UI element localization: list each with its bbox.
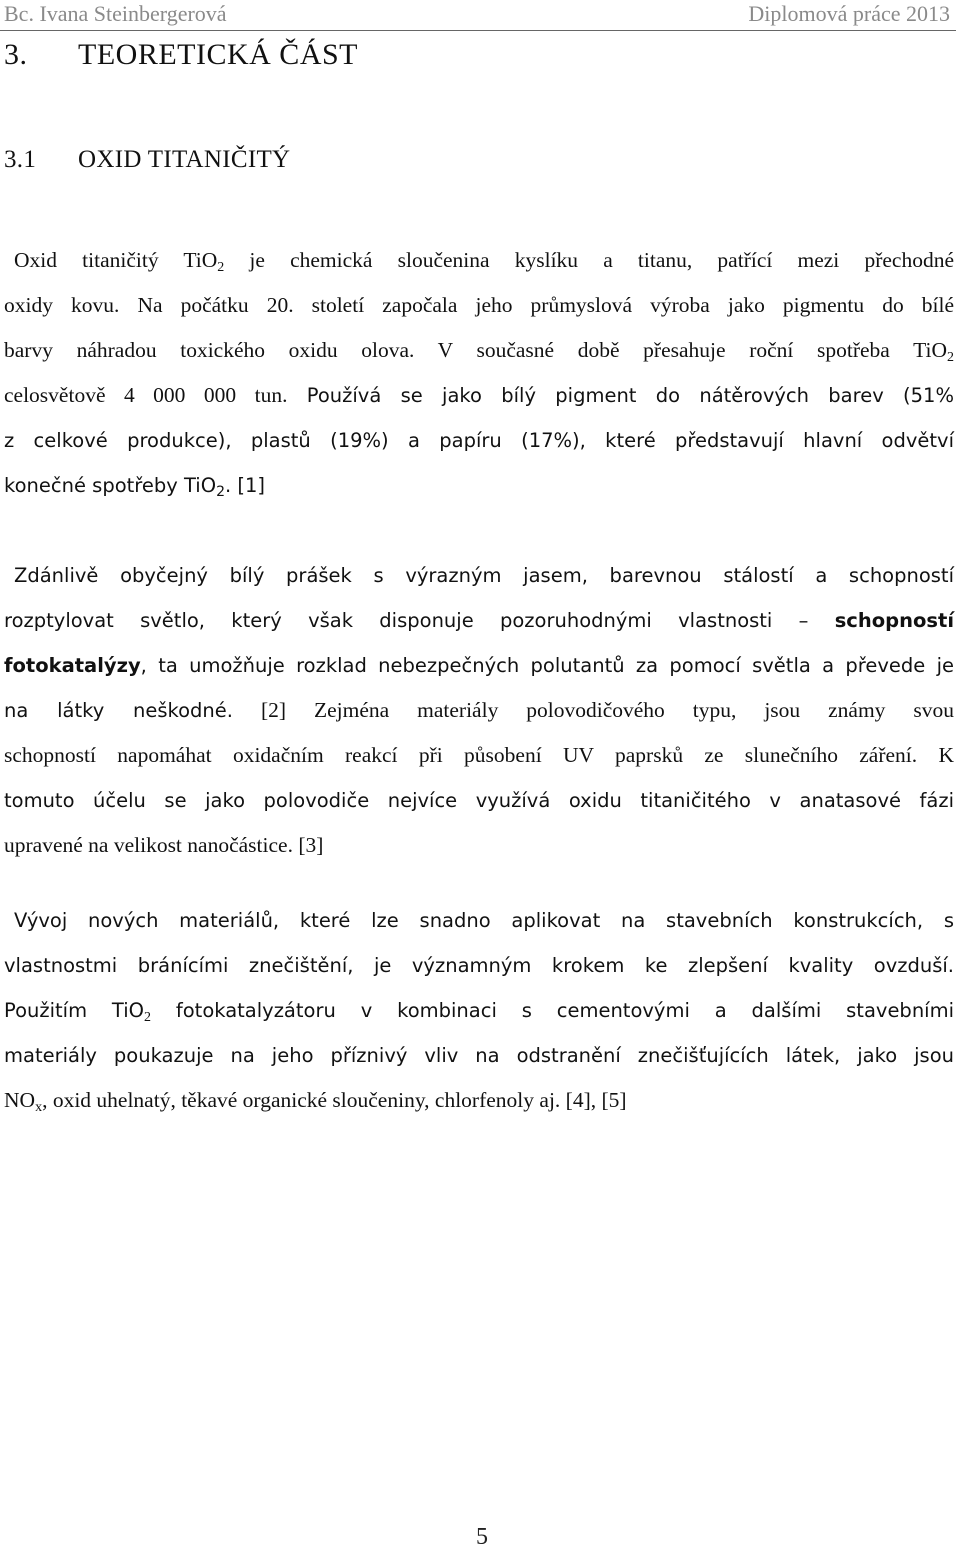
paragraph-2 bbox=[4, 553, 954, 868]
section-title: OXID TITANIČITÝ bbox=[78, 146, 291, 173]
paragraph-line: Použitím TiO$_2$ fotokatalyzátoru v kombinaci s cementovými a dalšími stavebními bbox=[4, 999, 955, 1025]
section-heading bbox=[4, 146, 290, 174]
paragraph-line: oxidy kovu. Na počátku 20. století započala jeho průmyslová výroba jako pigmentu do bílé bbox=[4, 293, 954, 317]
chapter-number: 3. bbox=[4, 38, 28, 71]
paragraph-line: na látky neškodné. [2] Zejména materiály polovodičového typu, jsou známy svou bbox=[4, 698, 954, 722]
paragraph-line: upravené na velikost nanočástice. [3] bbox=[4, 833, 324, 857]
paragraph-line: tomuto účelu se jako polovodiče nejvíce využívá oxidu titaničitého v anatasové fázi bbox=[4, 789, 954, 812]
paragraph-line: celosvětově 4 000 000 tun. Používá se jako bílý pigment do nátěrových barev (51% bbox=[4, 383, 954, 407]
page-number: 5 bbox=[476, 1524, 488, 1550]
paragraph-line: $NO_x$, oxid uhelnatý, těkavé organické sloučeniny, chlorfenoly aj. [4], [5] bbox=[4, 1088, 627, 1115]
section-number: 3.1 bbox=[4, 146, 37, 173]
paragraph-line: konečné spotřeby TiO$_2$. [1] bbox=[4, 474, 266, 500]
page-header bbox=[0, 0, 956, 31]
paragraph-line: rozptylovat světlo, který však disponuje pozoruhodnými vlastnosti – schopností bbox=[4, 609, 954, 632]
paragraph-line: Vývoj nových materiálů, které lze snadno aplikovat na stavebních konstrukcích, s bbox=[14, 909, 954, 932]
paragraph-line: schopností napomáhat oxidačním reakcí při působení UV paprsků ze slunečního záření. K bbox=[4, 743, 954, 767]
paragraph-line: materiály poukazuje na jeho příznivý vliv na odstranění znečišťujících látek, jako jsou bbox=[4, 1044, 954, 1067]
header-thesis-title: Diplomová práce 2013 bbox=[748, 1, 950, 26]
chapter-title: TEORETICKÁ ČÁST bbox=[78, 38, 358, 71]
paragraph-line: z celkové produkce), plastů (19%) a papíru (17%), které představují hlavní odvětví bbox=[4, 429, 954, 452]
paragraph-3 bbox=[4, 898, 954, 1123]
paragraph-line: Oxid titaničitý TiO$_2$ je chemická sloučenina kyslíku a titanu, patřící mezi přechodné bbox=[14, 248, 954, 275]
paragraph-line: vlastnostmi bránícími znečištění, je významným krokem ke zlepšení kvality ovzduší. bbox=[4, 954, 954, 977]
paragraph-line: barvy náhradou toxického oxidu olova. V současné době přesahuje roční spotřeba TiO$_2$ bbox=[4, 338, 954, 365]
paragraph-line: Zdánlivě obyčejný bílý prášek s výrazným jasem, barevnou stálostí a schopností bbox=[14, 564, 954, 587]
header-author: Bc. Ivana Steinbergerová bbox=[4, 1, 227, 26]
paragraph-1 bbox=[4, 238, 954, 508]
paragraph-line: fotokatalýzy, ta umožňuje rozklad nebezpečných polutantů za pomocí světla a převede je bbox=[4, 654, 954, 677]
chapter-heading bbox=[4, 38, 358, 72]
